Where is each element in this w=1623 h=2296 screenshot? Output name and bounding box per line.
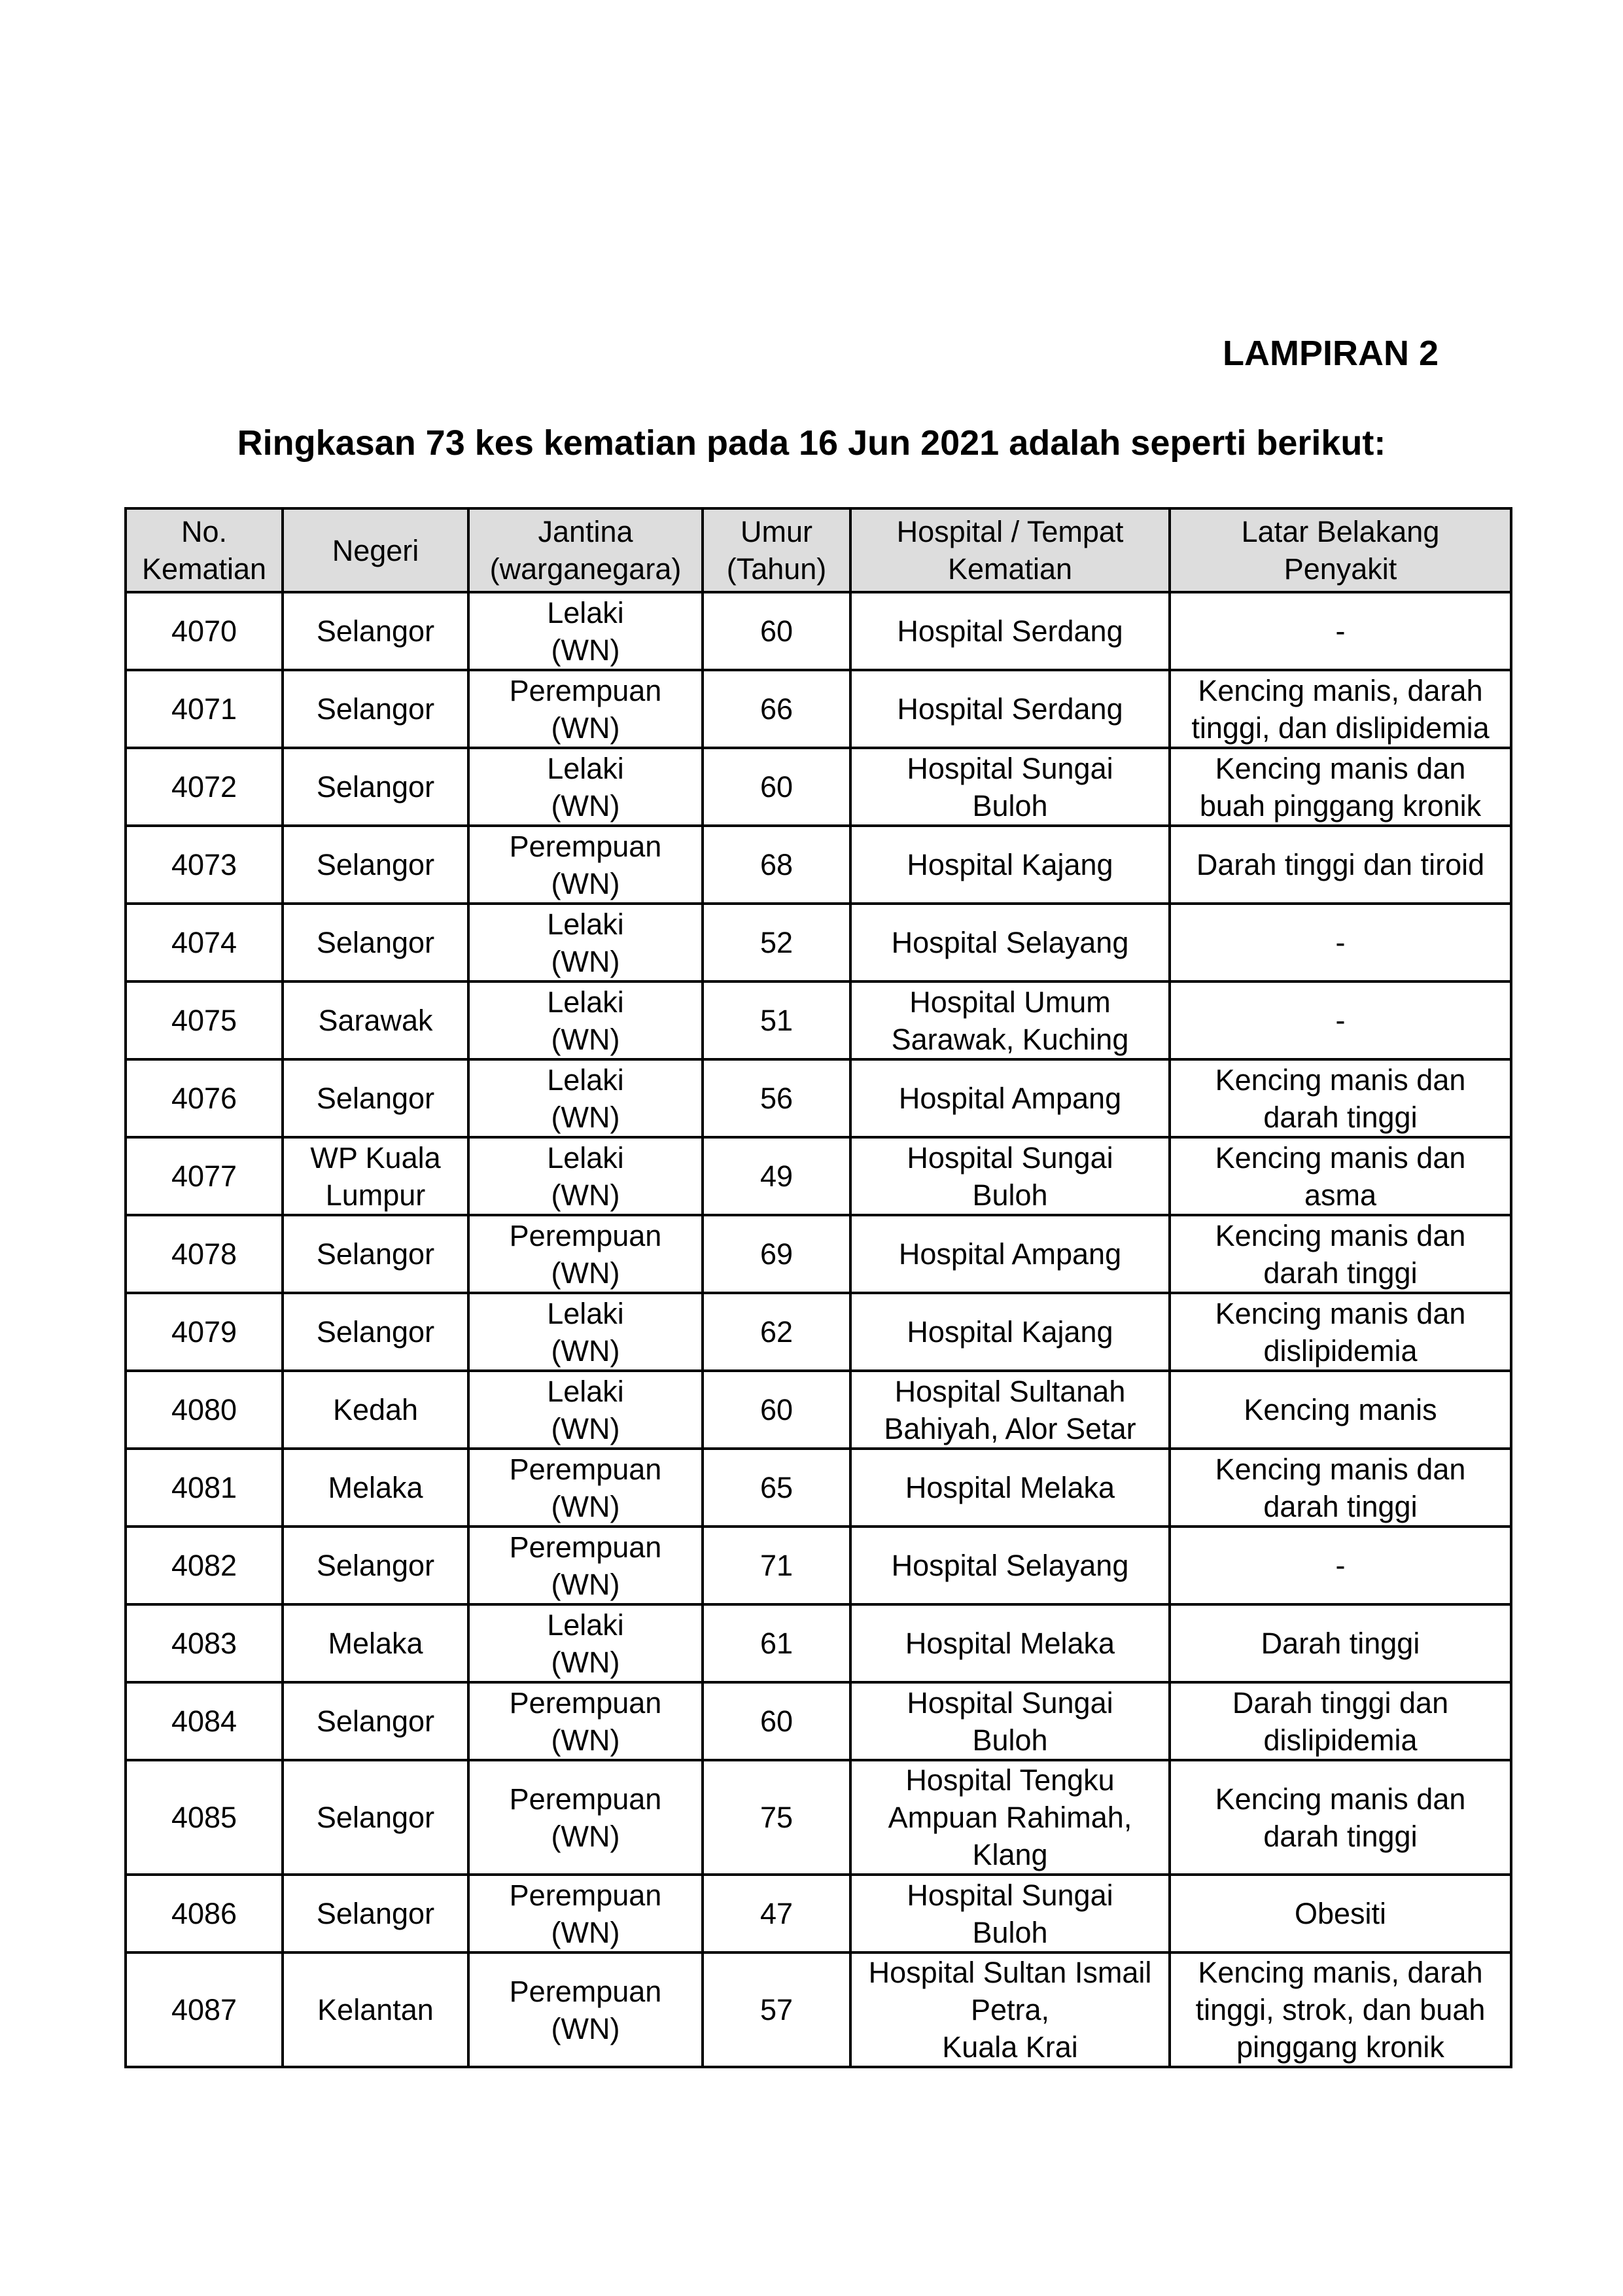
age-cell: 62 [703,1293,850,1371]
gender-cell: Lelaki (WN) [468,748,703,826]
comorbidity-cell: Kencing manis, darah tinggi, strok, dan buah pinggang kronik [1170,1952,1511,2067]
comorbidity-cell: Kencing manis dan dislipidemia [1170,1293,1511,1371]
age-cell: 57 [703,1952,850,2067]
case-number-cell: 4073 [126,826,283,904]
age-cell: 75 [703,1760,850,1875]
lampiran-label: LAMPIRAN 2 [1222,334,1439,373]
hospital-cell: Hospital Umum Sarawak, Kuching [850,981,1170,1059]
gender-cell: Lelaki (WN) [468,1137,703,1215]
header-hospital: Hospital / Tempat Kematian [850,508,1170,592]
age-cell: 60 [703,1371,850,1449]
case-number-cell: 4081 [126,1449,283,1527]
table-header-row [126,508,1511,592]
age-cell: 65 [703,1449,850,1527]
comorbidity-cell: Obesiti [1170,1875,1511,1952]
table-row [126,1215,1511,1293]
comorbidity-cell: - [1170,1527,1511,1604]
table-row [126,1682,1511,1760]
table-row [126,592,1511,670]
state-cell: Selangor [283,826,468,904]
age-cell: 68 [703,826,850,904]
state-cell: Selangor [283,1293,468,1371]
state-cell: Selangor [283,748,468,826]
case-number-cell: 4071 [126,670,283,748]
case-number-cell: 4083 [126,1604,283,1682]
hospital-cell: Hospital Kajang [850,1293,1170,1371]
hospital-cell: Hospital Ampang [850,1215,1170,1293]
gender-cell: Lelaki (WN) [468,1371,703,1449]
table-row [126,1952,1511,2067]
case-number-cell: 4075 [126,981,283,1059]
document-title: Ringkasan 73 kes kematian pada 16 Jun 2021 adalah seperti berikut: [237,423,1386,463]
comorbidity-cell: Kencing manis dan asma [1170,1137,1511,1215]
state-cell: Melaka [283,1604,468,1682]
case-number-cell: 4072 [126,748,283,826]
case-number-cell: 4070 [126,592,283,670]
age-cell: 49 [703,1137,850,1215]
gender-cell: Perempuan (WN) [468,670,703,748]
hospital-cell: Hospital Sungai Buloh [850,1682,1170,1760]
hospital-cell: Hospital Kajang [850,826,1170,904]
gender-cell: Lelaki (WN) [468,981,703,1059]
comorbidity-cell: - [1170,592,1511,670]
age-cell: 61 [703,1604,850,1682]
comorbidity-cell: Kencing manis dan darah tinggi [1170,1449,1511,1527]
table-row [126,1293,1511,1371]
table-row [126,1059,1511,1137]
hospital-cell: Hospital Selayang [850,904,1170,981]
hospital-cell: Hospital Serdang [850,670,1170,748]
state-cell: Selangor [283,1760,468,1875]
gender-cell: Perempuan (WN) [468,826,703,904]
state-cell: Selangor [283,670,468,748]
table-row [126,1527,1511,1604]
table-row [126,981,1511,1059]
gender-cell: Perempuan (WN) [468,1449,703,1527]
gender-cell: Lelaki (WN) [468,1293,703,1371]
hospital-cell: Hospital Sungai Buloh [850,1137,1170,1215]
state-cell: Selangor [283,1875,468,1952]
case-number-cell: 4079 [126,1293,283,1371]
hospital-cell: Hospital Melaka [850,1449,1170,1527]
state-cell: Selangor [283,592,468,670]
comorbidity-cell: Kencing manis, darah tinggi, dan dislipidemia [1170,670,1511,748]
header-latar-belakang: Latar Belakang Penyakit [1170,508,1511,592]
case-number-cell: 4085 [126,1760,283,1875]
header-no-kematian: No. Kematian [126,508,283,592]
state-cell: WP Kuala Lumpur [283,1137,468,1215]
table-row [126,1449,1511,1527]
table-row [126,748,1511,826]
comorbidity-cell: Darah tinggi [1170,1604,1511,1682]
table-row [126,1371,1511,1449]
gender-cell: Perempuan (WN) [468,1527,703,1604]
case-number-cell: 4086 [126,1875,283,1952]
table-row [126,1875,1511,1952]
state-cell: Kedah [283,1371,468,1449]
case-number-cell: 4087 [126,1952,283,2067]
age-cell: 60 [703,592,850,670]
state-cell: Melaka [283,1449,468,1527]
case-number-cell: 4074 [126,904,283,981]
comorbidity-cell: Kencing manis dan darah tinggi [1170,1215,1511,1293]
age-cell: 69 [703,1215,850,1293]
gender-cell: Perempuan (WN) [468,1760,703,1875]
comorbidity-cell: - [1170,981,1511,1059]
hospital-cell: Hospital Melaka [850,1604,1170,1682]
state-cell: Selangor [283,1527,468,1604]
gender-cell: Lelaki (WN) [468,1604,703,1682]
gender-cell: Perempuan (WN) [468,1215,703,1293]
header-umur: Umur (Tahun) [703,508,850,592]
age-cell: 66 [703,670,850,748]
comorbidity-cell: Darah tinggi dan tiroid [1170,826,1511,904]
gender-cell: Perempuan (WN) [468,1682,703,1760]
gender-cell: Lelaki (WN) [468,904,703,981]
comorbidity-cell: Kencing manis dan buah pinggang kronik [1170,748,1511,826]
hospital-cell: Hospital Serdang [850,592,1170,670]
state-cell: Selangor [283,1215,468,1293]
hospital-cell: Hospital Sungai Buloh [850,1875,1170,1952]
age-cell: 60 [703,748,850,826]
comorbidity-cell: Kencing manis dan darah tinggi [1170,1760,1511,1875]
death-cases-table [124,507,1512,2068]
header-jantina: Jantina (warganegara) [468,508,703,592]
hospital-cell: Hospital Ampang [850,1059,1170,1137]
gender-cell: Lelaki (WN) [468,1059,703,1137]
hospital-cell: Hospital Tengku Ampuan Rahimah, Klang [850,1760,1170,1875]
header-negeri: Negeri [283,508,468,592]
comorbidity-cell: Kencing manis [1170,1371,1511,1449]
table-row [126,1137,1511,1215]
age-cell: 52 [703,904,850,981]
case-number-cell: 4078 [126,1215,283,1293]
table-row [126,826,1511,904]
case-number-cell: 4076 [126,1059,283,1137]
table-row [126,904,1511,981]
case-number-cell: 4082 [126,1527,283,1604]
case-number-cell: 4077 [126,1137,283,1215]
age-cell: 47 [703,1875,850,1952]
comorbidity-cell: Darah tinggi dan dislipidemia [1170,1682,1511,1760]
table-row [126,1604,1511,1682]
case-number-cell: 4084 [126,1682,283,1760]
case-number-cell: 4080 [126,1371,283,1449]
hospital-cell: Hospital Sultan Ismail Petra, Kuala Krai [850,1952,1170,2067]
gender-cell: Perempuan (WN) [468,1875,703,1952]
gender-cell: Perempuan (WN) [468,1952,703,2067]
comorbidity-cell: - [1170,904,1511,981]
table-body [126,592,1511,2067]
comorbidity-cell: Kencing manis dan darah tinggi [1170,1059,1511,1137]
hospital-cell: Hospital Sultanah Bahiyah, Alor Setar [850,1371,1170,1449]
age-cell: 51 [703,981,850,1059]
age-cell: 56 [703,1059,850,1137]
table-row [126,670,1511,748]
state-cell: Sarawak [283,981,468,1059]
age-cell: 60 [703,1682,850,1760]
state-cell: Selangor [283,1682,468,1760]
gender-cell: Lelaki (WN) [468,592,703,670]
table-row [126,1760,1511,1875]
hospital-cell: Hospital Sungai Buloh [850,748,1170,826]
age-cell: 71 [703,1527,850,1604]
hospital-cell: Hospital Selayang [850,1527,1170,1604]
state-cell: Selangor [283,1059,468,1137]
state-cell: Selangor [283,904,468,981]
state-cell: Kelantan [283,1952,468,2067]
